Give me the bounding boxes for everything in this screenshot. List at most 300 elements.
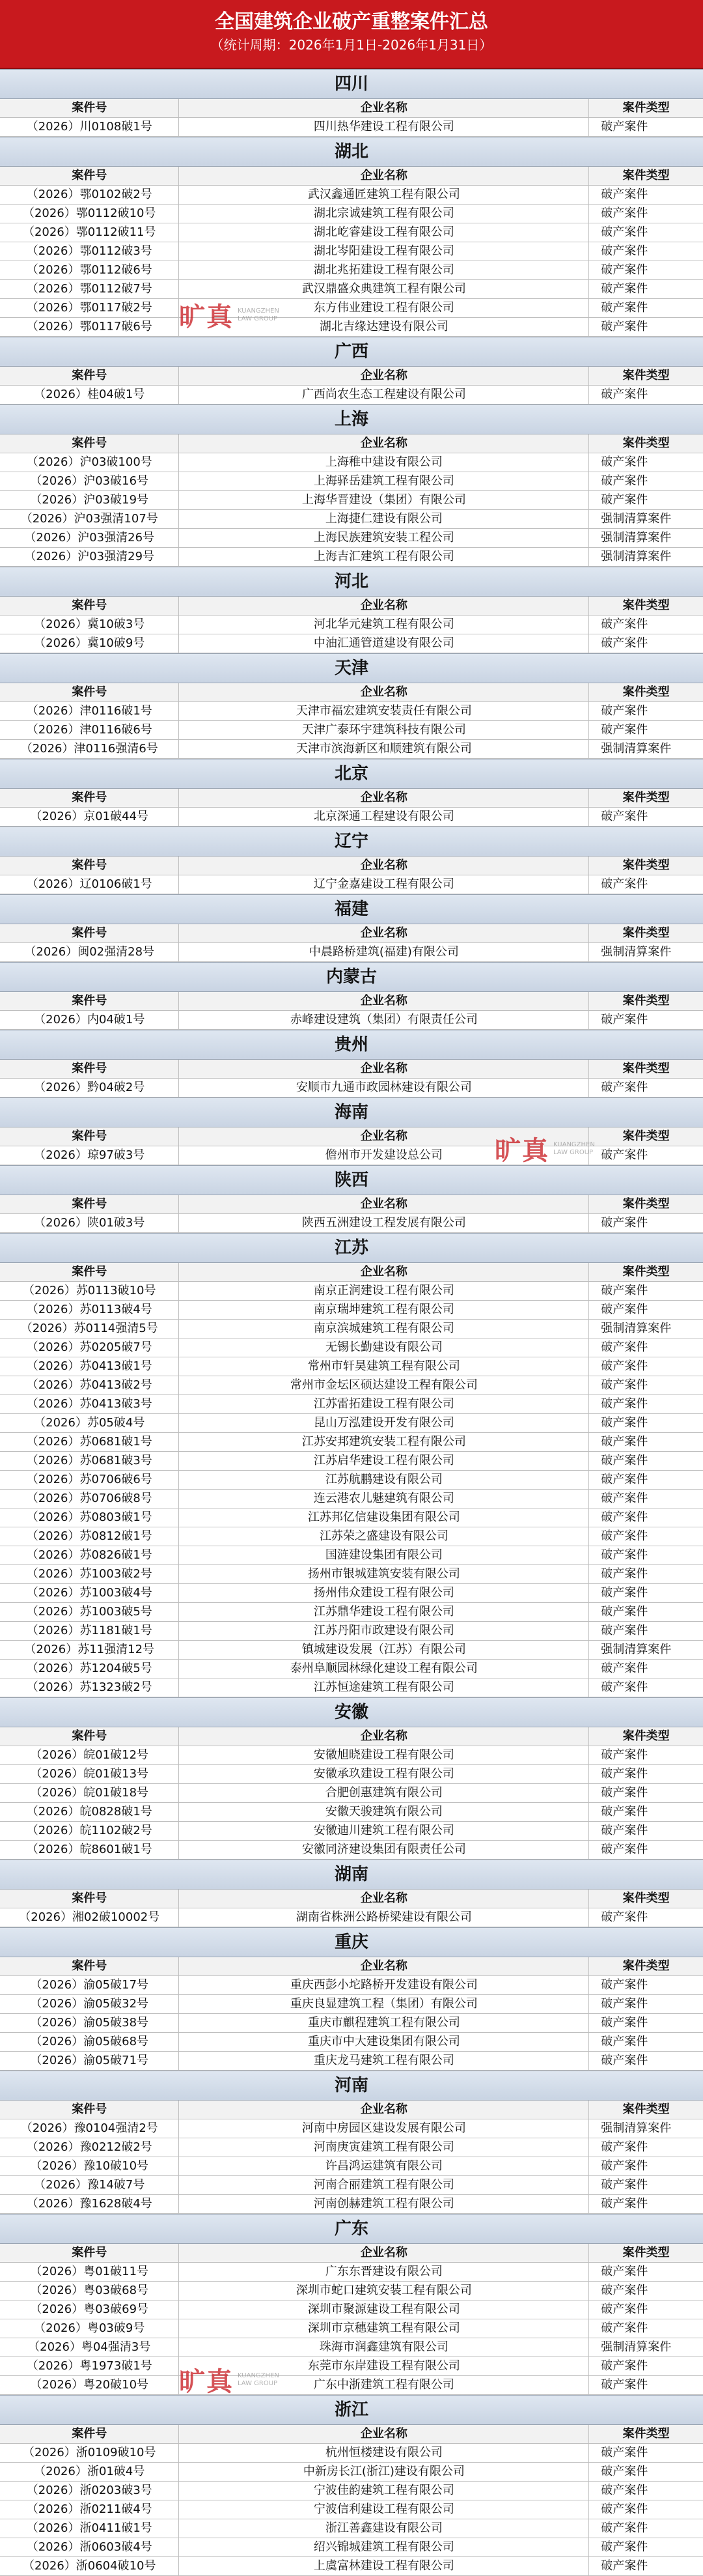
company-name: 合肥创惠建筑有限公司 [179,1784,589,1802]
case-number: （2026）苏1003破5号 [0,1603,179,1621]
company-name: 上海民族建筑安装工程公司 [179,529,589,547]
header-company: 企业名称 [179,2425,589,2443]
table-row [0,1320,703,1338]
case-type: 破产案件 [601,2302,648,2316]
header-type: 案件类型 [622,1891,670,1905]
table-header-row [0,2425,703,2444]
table-header-row [0,1060,703,1079]
case-type: 破产案件 [601,2446,648,2459]
case-number: （2026）苏0706破6号 [0,1471,179,1489]
header-case-no: 案件号 [0,2425,179,2443]
company-name: 江苏荣之盛建设有限公司 [179,1527,589,1546]
table-header-row [0,1890,703,1908]
header-type: 案件类型 [622,1729,670,1743]
company-name: 江苏邦亿信建设集团有限公司 [179,1508,589,1527]
company-name: 江苏鼎华建设工程有限公司 [179,1603,589,1621]
case-number: （2026）鄂0112破10号 [0,205,179,223]
company-name: 杭州恒楼建设有限公司 [179,2444,589,2462]
case-type: 破产案件 [601,1529,648,1543]
case-type: 破产案件 [601,2321,648,2335]
table-row [0,1660,703,1678]
table-row [0,808,703,827]
case-number: （2026）内04破1号 [0,1011,179,1029]
table-row [0,1622,703,1641]
table-row [0,2138,703,2157]
company-name: 上海吉汇建筑工程有限公司 [179,548,589,566]
watermark-en-line: KUANGZHEN [238,2371,279,2379]
case-number: （2026）苏0413破3号 [0,1395,179,1413]
case-number: （2026）皖01破12号 [0,1746,179,1764]
case-number: （2026）苏0113破10号 [0,1282,179,1300]
watermark-en-line: LAW GROUP [238,315,278,322]
table-row [0,1395,703,1414]
case-type: 破产案件 [601,723,648,737]
table-row [0,721,703,740]
case-type: 破产案件 [601,636,648,650]
region-title: 重庆 [0,1927,703,1957]
header-company: 企业名称 [179,597,589,615]
table-row [0,1452,703,1471]
case-type: 破产案件 [601,1624,648,1637]
company-name: 河南中房园区建设发展有限公司 [179,2119,589,2138]
region-title: 湖南 [0,1860,703,1890]
case-number: （2026）苏0205破7号 [0,1338,179,1357]
case-number: （2026）渝05破17号 [0,1976,179,1994]
table-row [0,1822,703,1841]
company-name: 四川热华建设工程有限公司 [179,118,589,136]
watermark-cn: 旷真 [179,302,234,332]
region-section [0,404,703,567]
company-name: 常州市轩昊建筑工程有限公司 [179,1357,589,1376]
case-number: （2026）皖01破13号 [0,1765,179,1783]
company-name: 湖南省株洲公路桥梁建设有限公司 [179,1908,589,1927]
case-type: 破产案件 [601,225,648,239]
table-row [0,1784,703,1803]
header-type: 案件类型 [622,858,670,872]
table-row [0,318,703,337]
case-type: 破产案件 [601,1435,648,1449]
header-type: 案件类型 [622,599,670,612]
region-section [0,69,703,137]
case-number: （2026）鄂0112破6号 [0,261,179,279]
company-name: 南京滨城建筑工程有限公司 [179,1320,589,1338]
header-case-no: 案件号 [0,1127,179,1146]
case-number: （2026）闽02强清28号 [0,943,179,961]
header-company: 企业名称 [179,167,589,185]
case-number: （2026）鄂0112破3号 [0,242,179,261]
company-name: 安徽承玖建设工程有限公司 [179,1765,589,1783]
case-type: 破产案件 [601,1680,648,1694]
case-type: 破产案件 [601,1662,648,1675]
case-number: （2026）粤03破68号 [0,2282,179,2300]
case-number: （2026）皖0828破1号 [0,1803,179,1821]
company-name: 深圳市聚源建设工程有限公司 [179,2300,589,2319]
header-company: 企业名称 [179,2244,589,2262]
company-name: 上虞富林建设工程有限公司 [179,2557,589,2575]
table-row [0,2444,703,2463]
table-row [0,2052,703,2071]
region-section [0,1030,703,1097]
header-type: 案件类型 [622,2246,670,2259]
table-row [0,510,703,529]
table-row [0,118,703,137]
table-header-row [0,992,703,1011]
table-row [0,2195,703,2214]
table-row [0,1803,703,1822]
table-header-row [0,924,703,943]
case-type: 破产案件 [601,1303,648,1316]
table-row [0,1301,703,1320]
table-row [0,702,703,721]
company-name: 重庆西彭小坨路桥开发建设有限公司 [179,1976,589,1994]
case-number: （2026）皖8601破1号 [0,1841,179,1859]
case-type: 破产案件 [601,206,648,220]
table-row [0,205,703,223]
table-row [0,2500,703,2519]
table-header-row [0,1727,703,1746]
case-type: 破产案件 [601,1605,648,1619]
case-number: （2026）琼97破3号 [0,1146,179,1165]
report-subtitle: （统计周期：2026年1月1日-2026年1月31日） [210,37,493,53]
company-name: 浙江善鑫建设有限公司 [179,2519,589,2538]
case-number: （2026）粤03破69号 [0,2300,179,2319]
table-row [0,1490,703,1508]
table-row [0,2282,703,2300]
table-header-row [0,597,703,616]
table-row [0,1527,703,1546]
region-section [0,1927,703,2071]
company-name: 南京瑞坤建筑工程有限公司 [179,1301,589,1319]
header-case-no: 案件号 [0,99,179,117]
case-type: 强制清算案件 [601,1322,672,1335]
case-number: （2026）沪03强清107号 [0,510,179,528]
company-name: 河北华元建筑工程有限公司 [179,616,589,634]
region-section [0,1097,703,1165]
company-name: 武汉鼎盛众典建筑工程有限公司 [179,280,589,298]
case-number: （2026）苏0114强清5号 [0,1320,179,1338]
table-header-row [0,99,703,118]
header-type: 案件类型 [622,1197,670,1211]
company-name: 天津市福宏建筑安装责任有限公司 [179,702,589,720]
region-section [0,894,703,962]
region-section [0,653,703,759]
header-company: 企业名称 [179,434,589,453]
company-name: 连云港农儿魅建筑有限公司 [179,1490,589,1508]
case-type: 破产案件 [601,1013,648,1026]
case-type: 破产案件 [601,1978,648,1992]
header-company: 企业名称 [179,1957,589,1975]
header-type: 案件类型 [622,1062,670,1075]
region-section [0,2071,703,2214]
company-name: 深圳市蛇口建筑安装工程有限公司 [179,2282,589,2300]
table-row [0,453,703,472]
case-type: 破产案件 [601,1397,648,1411]
case-type: 破产案件 [601,1786,648,1800]
company-name: 河南庚寅建筑工程有限公司 [179,2138,589,2157]
table-row [0,299,703,318]
case-number: （2026）川0108破1号 [0,118,179,136]
company-name: 江苏丹阳市政建设有限公司 [179,1622,589,1640]
table-header-row [0,856,703,875]
table-row [0,2033,703,2052]
header-company: 企业名称 [179,1263,589,1281]
company-name: 安徽旭晓建设工程有限公司 [179,1746,589,1764]
company-name: 扬州市银城建筑安装有限公司 [179,1565,589,1583]
case-number: （2026）浙0604破10号 [0,2557,179,2575]
case-type: 破产案件 [601,1340,648,1354]
case-number: （2026）浙0411破1号 [0,2519,179,2538]
company-name: 许昌鸿运建筑有限公司 [179,2157,589,2175]
case-number: （2026）苏0826破1号 [0,1546,179,1564]
table-row [0,2319,703,2338]
header-type: 案件类型 [622,994,670,1008]
company-name: 广东中浙建筑工程有限公司 [179,2376,589,2394]
case-type: 破产案件 [601,2178,648,2192]
company-name: 广东东晋建设有限公司 [179,2263,589,2281]
region-section [0,1165,703,1233]
case-number: （2026）辽0106破1号 [0,875,179,894]
company-name: 中新房长江(浙江)建设有限公司 [179,2463,589,2481]
case-type: 破产案件 [601,1454,648,1467]
case-number: （2026）鄂0117破6号 [0,318,179,336]
case-number: （2026）粤1973破1号 [0,2357,179,2375]
header-case-no: 案件号 [0,1890,179,1908]
header-case-no: 案件号 [0,1060,179,1078]
case-number: （2026）湘02破10002号 [0,1908,179,1927]
header-type: 案件类型 [622,369,670,382]
header-case-no: 案件号 [0,597,179,615]
company-name: 湖北岑阳建设工程有限公司 [179,242,589,261]
case-number: （2026）苏0706破8号 [0,1490,179,1508]
table-row [0,2463,703,2482]
case-type: 破产案件 [601,2559,648,2573]
header-company: 企业名称 [179,683,589,701]
company-name: 常州市金坛区硕达建设工程有限公司 [179,1376,589,1394]
header-case-no: 案件号 [0,367,179,385]
table-row [0,1376,703,1395]
case-number: （2026）沪03破19号 [0,491,179,509]
region-title: 陕西 [0,1165,703,1195]
table-row [0,529,703,548]
region-section [0,1697,703,1860]
case-number: （2026）鄂0117破2号 [0,299,179,317]
header-case-no: 案件号 [0,1727,179,1746]
header-type: 案件类型 [622,791,670,804]
header-company: 企业名称 [179,367,589,385]
case-type: 破产案件 [601,1586,648,1600]
case-number: （2026）皖1102破2号 [0,1822,179,1840]
case-type: 强制清算案件 [601,2121,672,2135]
company-name: 宁波佳韵建筑工程有限公司 [179,2482,589,2500]
table-row [0,2014,703,2033]
case-type: 破产案件 [601,1567,648,1581]
company-name: 湖北宗诚建筑工程有限公司 [179,205,589,223]
table-row [0,1765,703,1784]
table-row [0,2482,703,2500]
region-section [0,759,703,827]
watermark-en-line: KUANGZHEN [553,1140,595,1148]
case-type: 破产案件 [601,810,648,823]
header-company: 企业名称 [179,789,589,807]
table-row [0,1546,703,1565]
header-type: 案件类型 [622,685,670,699]
region-title: 海南 [0,1097,703,1127]
region-title: 福建 [0,894,703,924]
company-name: 东方伟业建设工程有限公司 [179,299,589,317]
header-company: 企业名称 [179,856,589,875]
table-row [0,2263,703,2282]
case-type: 破产案件 [601,1284,648,1297]
company-name: 湖北兆拓建设工程有限公司 [179,261,589,279]
case-number: （2026）苏05破4号 [0,1414,179,1432]
table-header-row [0,1263,703,1282]
case-type: 强制清算案件 [601,2340,672,2354]
region-section [0,137,703,337]
region-section [0,827,703,894]
header-case-no: 案件号 [0,924,179,942]
header-case-no: 案件号 [0,434,179,453]
header-case-no: 案件号 [0,167,179,185]
region-title: 湖北 [0,137,703,167]
case-type: 破产案件 [601,188,648,201]
table-row [0,1908,703,1927]
case-number: （2026）桂04破1号 [0,386,179,404]
table-header-row [0,434,703,453]
company-name: 安顺市九通市政园林建设有限公司 [179,1079,589,1097]
region-title: 广东 [0,2214,703,2244]
table-row [0,261,703,280]
table-row [0,280,703,299]
case-type: 破产案件 [601,2378,648,2392]
company-name: 陕西五洲建设工程发展有限公司 [179,1214,589,1232]
table-row [0,1976,703,1995]
case-number: （2026）鄂0112破7号 [0,280,179,298]
header-case-no: 案件号 [0,856,179,875]
table-header-row [0,683,703,702]
case-type: 破产案件 [601,1997,648,2011]
region-title: 天津 [0,653,703,683]
case-type: 破产案件 [601,1910,648,1924]
case-type: 破产案件 [601,1824,648,1837]
header-case-no: 案件号 [0,2101,179,2119]
case-type: 破产案件 [601,282,648,296]
case-number: （2026）冀10破3号 [0,616,179,634]
table-row [0,1508,703,1527]
header-case-no: 案件号 [0,2244,179,2262]
table-row [0,1214,703,1233]
header-case-no: 案件号 [0,1195,179,1213]
case-number: （2026）粤01破11号 [0,2263,179,2281]
case-number: （2026）苏1181破1号 [0,1622,179,1640]
watermark-cn: 旷真 [179,2366,234,2397]
company-name: 无锡长勤建设有限公司 [179,1338,589,1357]
header-case-no: 案件号 [0,789,179,807]
header-type: 案件类型 [622,2427,670,2441]
case-number: （2026）津0116破1号 [0,702,179,720]
report-title: 全国建筑企业破产重整案件汇总 [215,10,488,33]
table-header-row [0,2244,703,2263]
company-name: 儋州市开发建设总公司 [179,1146,589,1165]
case-type: 破产案件 [601,244,648,258]
company-name: 北京深通工程建设有限公司 [179,808,589,826]
case-type: 强制清算案件 [601,550,672,563]
header-case-no: 案件号 [0,992,179,1010]
table-row [0,1079,703,1097]
header-type: 案件类型 [622,2102,670,2116]
case-number: （2026）鄂0112破11号 [0,223,179,242]
region-section [0,2214,703,2395]
table-row [0,1146,703,1165]
watermark-cn: 旷真 [495,1135,549,1166]
region-title: 北京 [0,759,703,789]
region-title: 内蒙古 [0,962,703,992]
region-title: 广西 [0,337,703,367]
table-header-row [0,1127,703,1146]
case-type: 破产案件 [601,2016,648,2030]
table-row [0,1641,703,1660]
case-type: 破产案件 [601,2359,648,2373]
table-row [0,1433,703,1452]
header-company: 企业名称 [179,2101,589,2119]
case-number: （2026）苏1003破4号 [0,1584,179,1602]
region-title: 江苏 [0,1233,703,1263]
table-row [0,1414,703,1433]
table-row [0,1841,703,1860]
company-name: 绍兴锦城建筑工程有限公司 [179,2538,589,2556]
case-type: 破产案件 [601,388,648,401]
case-number: （2026）渝05破38号 [0,2014,179,2032]
company-name: 上海稚中建设有限公司 [179,453,589,472]
company-name: 江苏启华建设工程有限公司 [179,1452,589,1470]
table-row [0,1471,703,1490]
table-row [0,616,703,634]
case-number: （2026）豫10破10号 [0,2157,179,2175]
case-table [0,69,703,2576]
company-name: 珠海市润鑫建筑有限公司 [179,2338,589,2357]
watermark-en-line: KUANGZHEN [238,307,279,315]
table-header-row [0,1957,703,1976]
case-number: （2026）苏0681破3号 [0,1452,179,1470]
case-type: 破产案件 [601,2140,648,2154]
case-number: （2026）黔04破2号 [0,1079,179,1097]
company-name: 湖北吉缘达建设有限公司 [179,318,589,336]
company-name: 上海华晋建设（集团）有限公司 [179,491,589,509]
case-type: 破产案件 [601,1359,648,1373]
region-section [0,2395,703,2576]
case-type: 破产案件 [601,1473,648,1486]
company-name: 重庆市麒程建筑工程有限公司 [179,2014,589,2032]
table-row [0,1746,703,1765]
case-number: （2026）苏0413破2号 [0,1376,179,1394]
table-row [0,491,703,510]
case-number: （2026）渝05破68号 [0,2033,179,2051]
case-type: 破产案件 [601,2197,648,2211]
case-number: （2026）渝05破71号 [0,2052,179,2070]
case-type: 破产案件 [601,2540,648,2554]
header-company: 企业名称 [179,992,589,1010]
case-type: 强制清算案件 [601,512,672,526]
case-number: （2026）豫0104强清2号 [0,2119,179,2138]
watermark-en-line: LAW GROUP [238,2379,278,2387]
case-number: （2026）苏1003破2号 [0,1565,179,1583]
case-type: 破产案件 [601,1416,648,1430]
company-name: 扬州伟众建设工程有限公司 [179,1584,589,1602]
company-name: 中晨路桥建筑(福建)有限公司 [179,943,589,961]
header-case-no: 案件号 [0,1263,179,1281]
region-title: 上海 [0,404,703,434]
case-type: 破产案件 [601,1492,648,1505]
table-row [0,1678,703,1697]
